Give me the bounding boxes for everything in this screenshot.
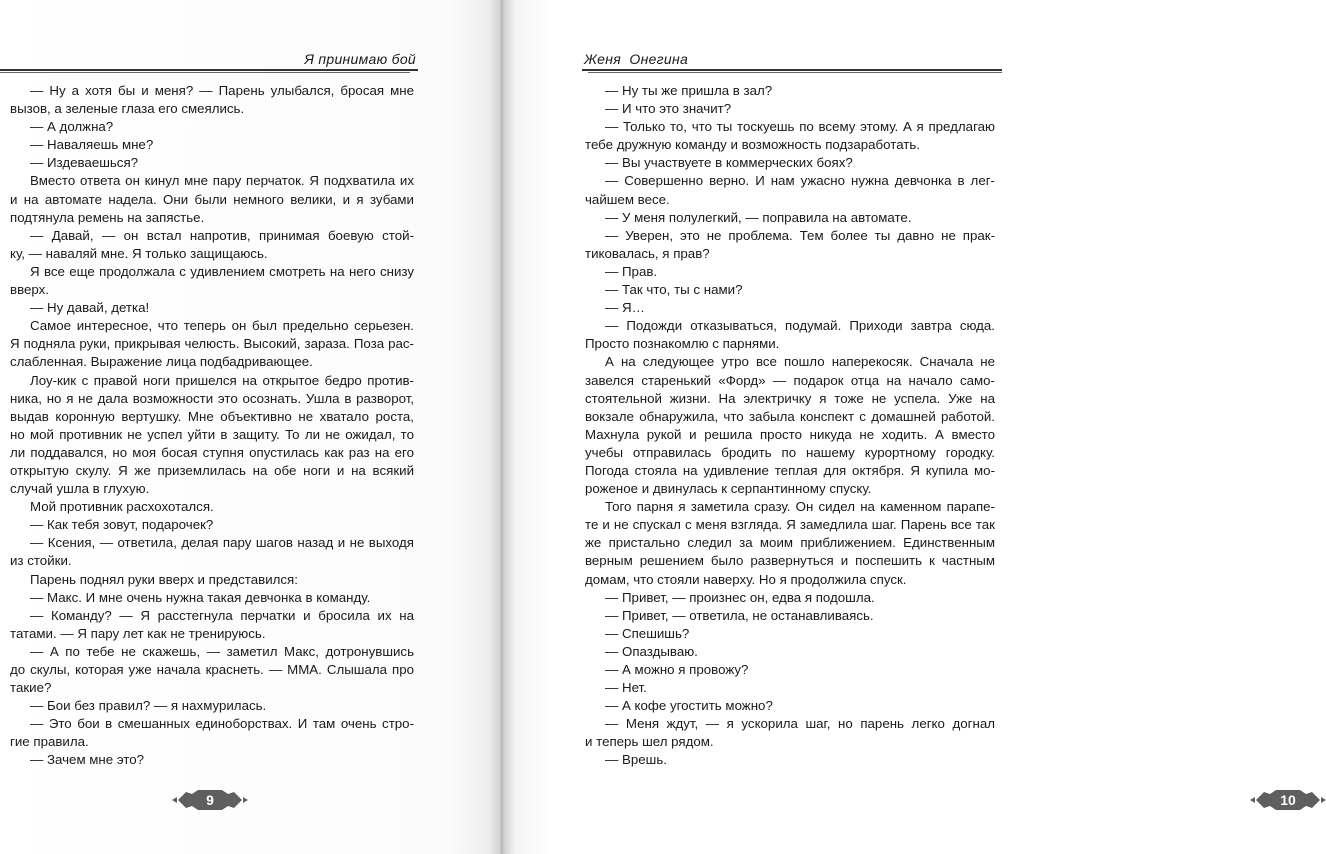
text-line: вокзале обнаружила, что забыла конспект с домашней работой. bbox=[585, 408, 995, 424]
text-line: стоятельной жизни. На электричку я тоже не успела. Уже на bbox=[585, 390, 995, 406]
header-rule bbox=[582, 69, 1002, 71]
text-line: — Команду? — Я расстегнула перчатки и бросила их на bbox=[30, 607, 414, 623]
body-text bbox=[585, 82, 995, 770]
text-line: — Как тебя зовут, подарочек? bbox=[30, 517, 214, 533]
text-line: — Опаздываю. bbox=[605, 643, 698, 659]
text-line: — Спешишь? bbox=[605, 625, 690, 641]
text-line: выдав коронную вертушку. Мне объективно не хватало роста, bbox=[10, 408, 414, 424]
page-number: 9 bbox=[206, 792, 214, 808]
text-line: ли поддавался, но моя босая ступня опустилась как раз на его bbox=[10, 444, 414, 460]
text-line: — Привет, — произнес он, едва я подошла. bbox=[605, 589, 875, 605]
text-line: — А можно я провожу? bbox=[605, 662, 749, 677]
text-line: Парень поднял руки вверх и представился: bbox=[30, 571, 298, 587]
text-line: Просто познакомлю с парнями. bbox=[585, 336, 780, 352]
text-line: домам, что стояли наверху. Но я продолжила спуск. bbox=[585, 571, 907, 587]
text-line: — Издеваешься? bbox=[30, 155, 139, 171]
text-line: ника, но я не дала возможности это осознать. Ушла в разворот, bbox=[10, 390, 414, 406]
text-line: до скулы, которая уже начала краснеть. — ММА. Слышала про bbox=[10, 662, 414, 677]
text-line: подтянула ремень на запястье. bbox=[10, 209, 205, 225]
text-line: — Ну ты же пришла в зал? bbox=[605, 83, 773, 98]
text-line: — Бои без правил? — я нахмурилась. bbox=[30, 698, 267, 714]
text-line: — Ксения, — ответила, делая пару шагов назад и не выходя bbox=[30, 535, 414, 551]
text-line: А на следующее утро все пошло наперекосяк. Сначала не bbox=[605, 354, 995, 370]
text-line: открытую скулу. Я же приземлилась на обе ноги и на всякий bbox=[10, 462, 414, 478]
text-line: тебе дружную команду и возможность подзаработать. bbox=[585, 137, 921, 153]
book-gutter-shadow bbox=[488, 0, 516, 854]
text-line: Погода стояла на удивление теплая для октября. Я купила мо- bbox=[585, 462, 995, 478]
text-line: — А должна? bbox=[30, 119, 114, 135]
text-line: — Совершенно верно. И нам ужасно нужна девчонка в лег- bbox=[605, 173, 995, 189]
text-line: — Привет, — ответила, не останавливаясь. bbox=[605, 607, 874, 623]
text-line: — Это бои в смешанных единоборствах. И там очень стро- bbox=[30, 716, 414, 732]
text-line: учебы отправилась бродить по нашему курортному городку. bbox=[585, 444, 995, 460]
text-line: ку, — наваляй мне. Я только защищаюсь. bbox=[10, 245, 268, 261]
text-line: — Наваляешь мне? bbox=[30, 137, 154, 153]
running-head-book-title: Я принимаю бой bbox=[304, 51, 416, 67]
text-line: — Подожди отказываться, подумай. Приходи завтра сюда. bbox=[605, 318, 995, 334]
text-line: Вместо ответа он кинул мне пару перчаток. Я подхватила их bbox=[30, 173, 414, 189]
page-number-badge bbox=[172, 789, 248, 811]
text-line: же пристально следил за моим приближением. Единственным bbox=[585, 535, 995, 551]
text-line: завелся старенький «Форд» — подарок отца на начало само- bbox=[585, 372, 995, 388]
text-line: Я подняла руки, прикрывая челюсть. Высокий, зараза. Поза рас- bbox=[10, 336, 414, 352]
text-line: — Прав. bbox=[605, 263, 658, 279]
text-line: случай ушла в глухую. bbox=[10, 481, 150, 497]
text-line: — Зачем мне это? bbox=[30, 752, 145, 768]
text-line: Самое интересное, что теперь он был предельно серьезен. bbox=[30, 318, 414, 334]
text-line: тиковалась, я прав? bbox=[585, 245, 710, 261]
text-line: — Уверен, это не проблема. Тем более ты давно не прак- bbox=[605, 227, 995, 243]
text-line: Я все еще продолжала с удивлением смотреть на него снизу bbox=[30, 263, 414, 279]
text-line: чайшем весе. bbox=[585, 191, 670, 207]
text-line: — Только то, что ты тоскуешь по всему этому. А я предлагаю bbox=[605, 119, 995, 135]
text-line: татами. — Я пару лет как не тренируюсь. bbox=[10, 625, 266, 641]
text-line: Лоу-кик с правой ноги пришелся на открытое бедро против- bbox=[30, 372, 414, 388]
text-line: Мой противник расхохотался. bbox=[30, 499, 214, 515]
text-line: — И что это значит? bbox=[605, 101, 732, 117]
text-line: — Так что, ты с нами? bbox=[605, 282, 743, 298]
text-line: — У меня полулегкий, — поправила на автомате. bbox=[605, 209, 912, 225]
text-line: — Нет. bbox=[605, 680, 647, 696]
text-line: — А кофе угостить можно? bbox=[605, 698, 773, 714]
text-line: из стойки. bbox=[10, 553, 72, 569]
text-line: — Макс. И мне очень нужна такая девчонка в команду. bbox=[30, 589, 371, 605]
text-line: — Ну давай, детка! bbox=[30, 300, 150, 316]
text-line: слабленная. Выражение лица подбадривающее. bbox=[10, 354, 313, 370]
text-line: но мой противник не успел уйти в защиту. То ли не ожидал, то bbox=[10, 426, 414, 442]
text-line: — А по тебе не скажешь, — заметил Макс, дотронувшись bbox=[30, 643, 414, 659]
text-line: верным решением было развернуться и поспешить к частным bbox=[585, 553, 995, 569]
text-line: — Ну а хотя бы и меня? — Парень улыбался, бросая мне bbox=[30, 83, 414, 98]
body-text bbox=[10, 82, 414, 770]
text-line: вызов, а зеленые глаза его смеялись. bbox=[10, 101, 245, 117]
text-line: такие? bbox=[10, 680, 52, 696]
text-line: и теперь шел рядом. bbox=[585, 734, 714, 750]
text-line: Махнула рукой и решила просто никуда не ходить. А вместо bbox=[585, 426, 995, 442]
page-number-badge bbox=[1250, 789, 1326, 811]
right-page bbox=[500, 0, 1296, 854]
text-line: — Меня ждут, — я ускорила шаг, но парень легко догнал bbox=[605, 716, 995, 732]
text-line: те и не спускал с меня взгляда. Я замедлила шаг. Парень все так bbox=[585, 517, 995, 533]
text-line: гие правила. bbox=[10, 734, 89, 750]
text-line: — Вы участвуете в коммерческих боях? bbox=[605, 155, 853, 171]
text-line: и на автомате надела. Они были немного велики, и я зубами bbox=[10, 191, 414, 207]
text-line: Того парня я заметила сразу. Он сидел на каменном парапе- bbox=[605, 499, 995, 515]
text-line: роженое и двинулась к серпантинному спуску. bbox=[585, 481, 872, 497]
text-line: вверх. bbox=[10, 282, 49, 298]
text-line: — Я… bbox=[605, 300, 645, 316]
text-line: — Врешь. bbox=[605, 752, 667, 768]
text-line: — Давай, — он встал напротив, принимая боевую стой- bbox=[30, 227, 414, 243]
running-head-author: Женя Онегина bbox=[584, 51, 689, 67]
header-rule bbox=[0, 69, 418, 71]
left-page bbox=[0, 0, 500, 854]
page-number: 10 bbox=[1280, 792, 1296, 808]
